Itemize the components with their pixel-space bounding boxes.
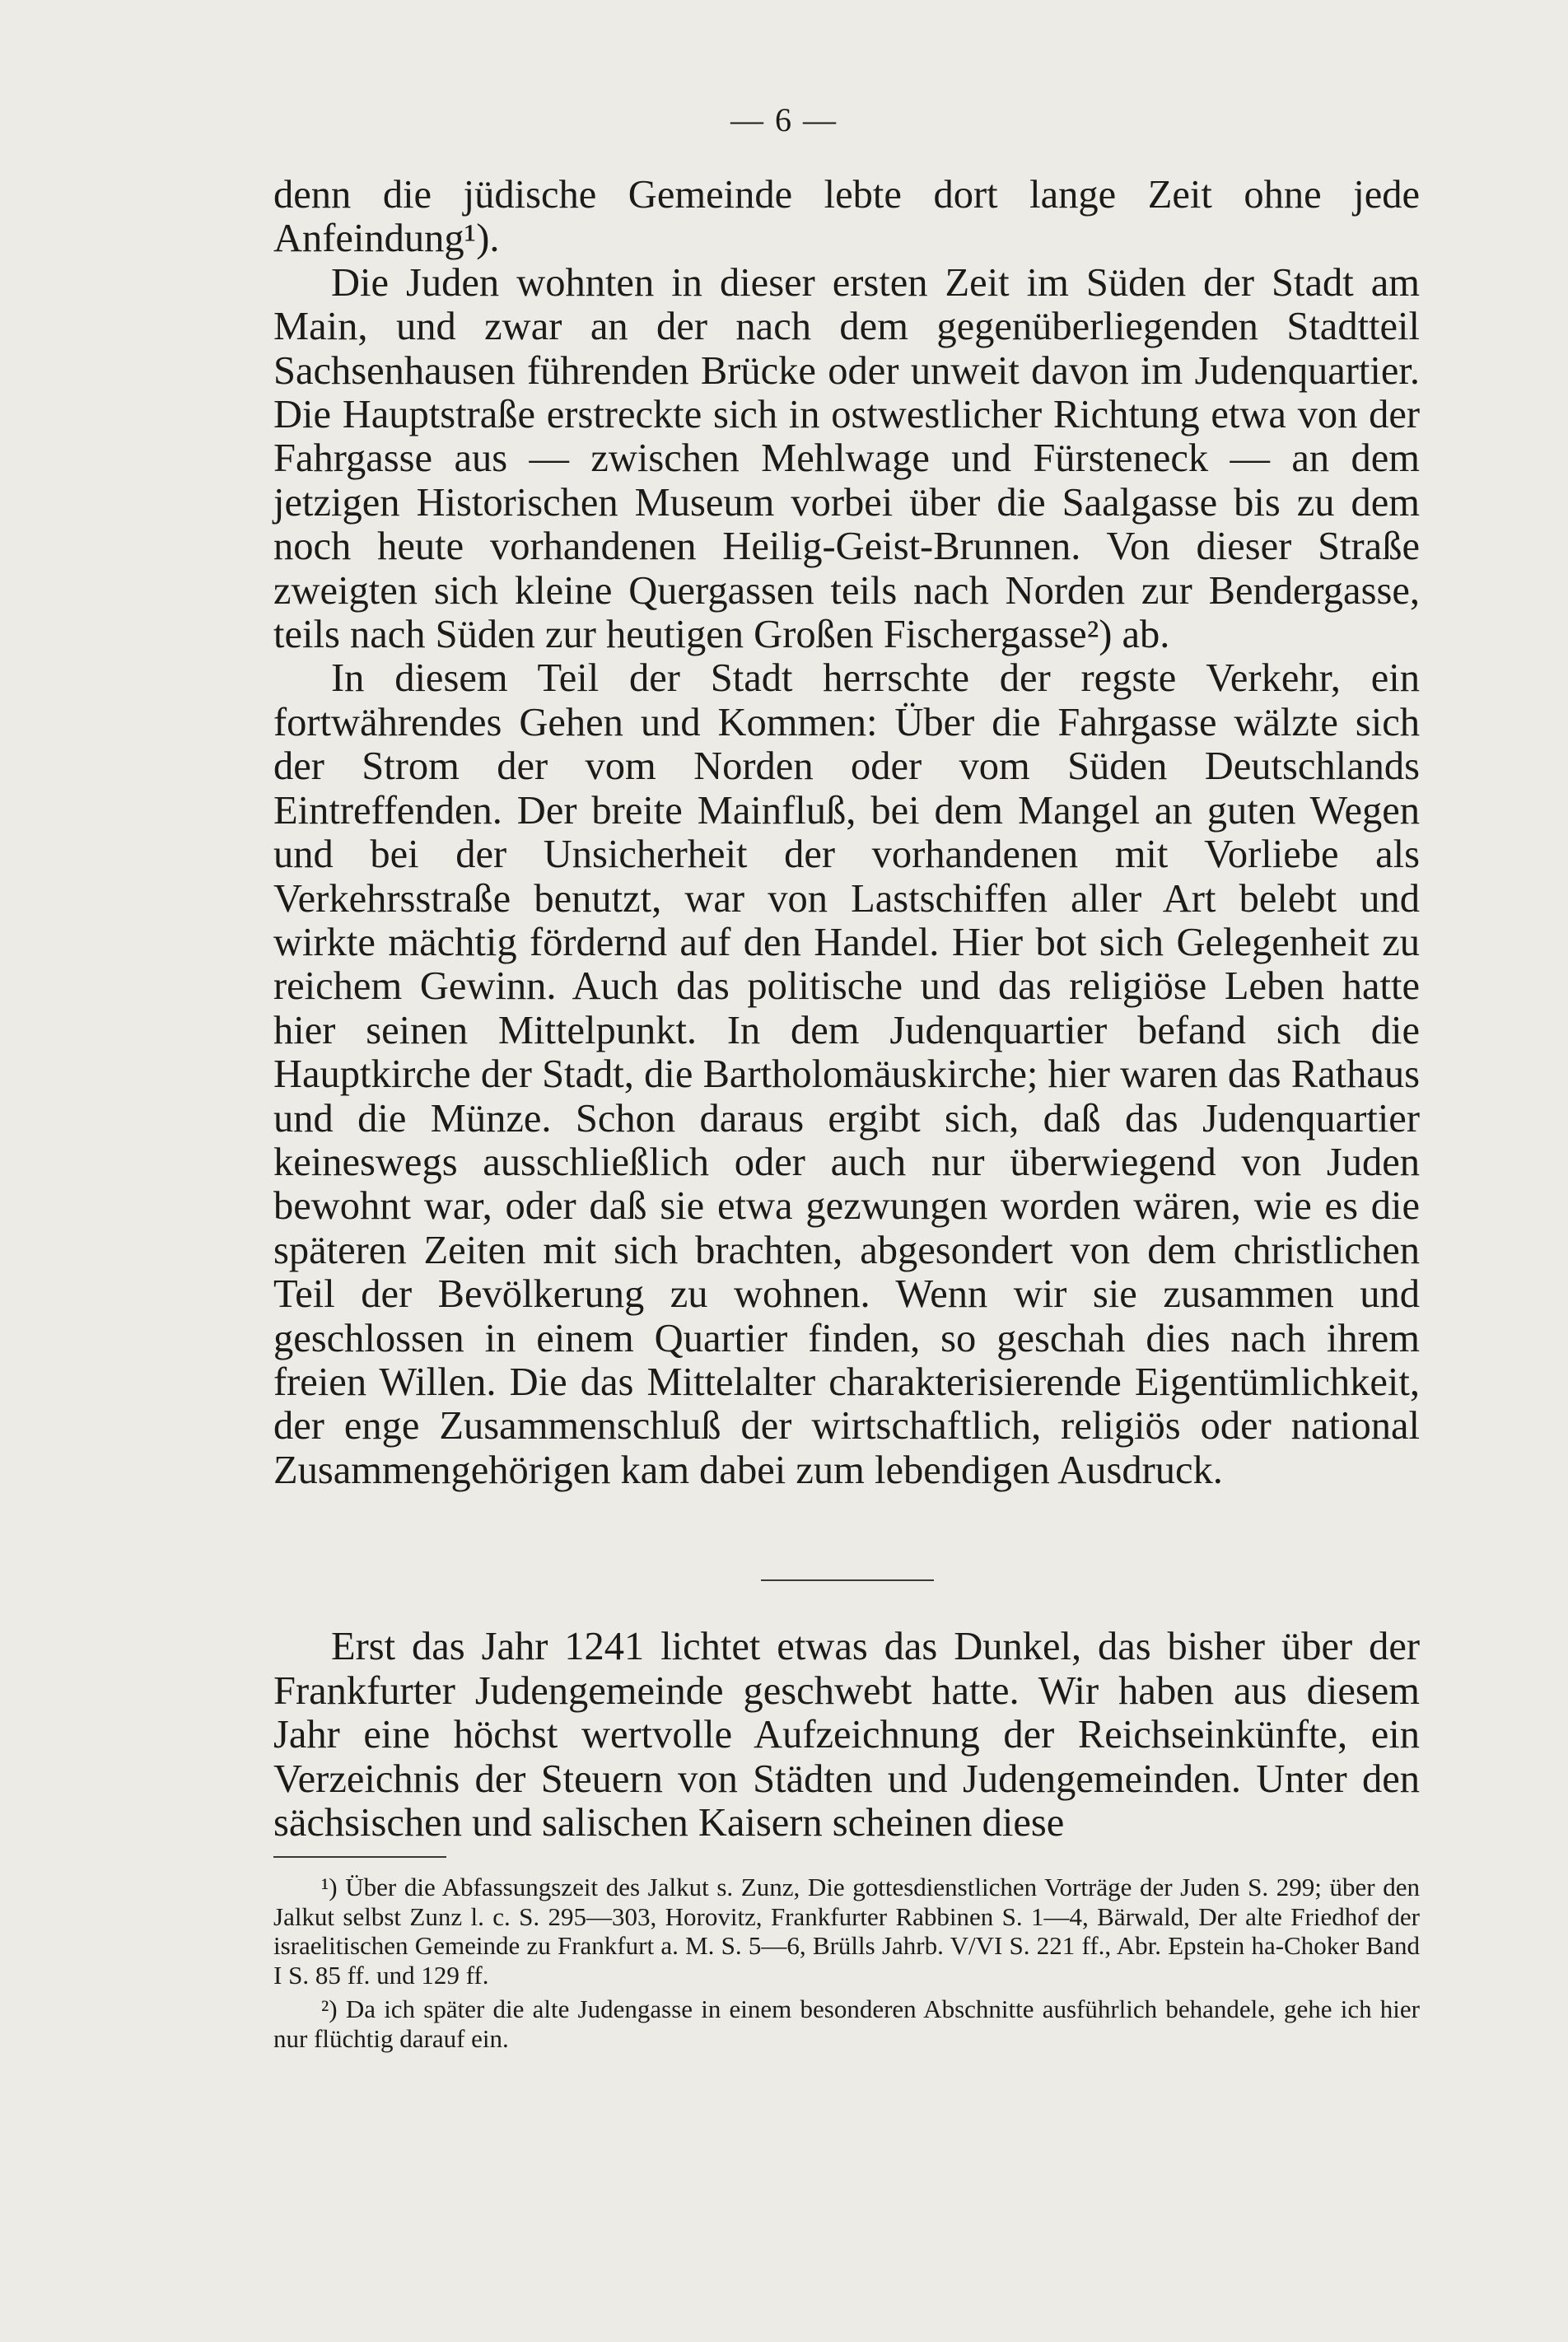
footnote-1: ¹) Über die Abfassungszeit des Jalkut s. Zunz, Die gottesdienstlichen Vorträge der Juden S. 299; über den Jalkut selbst Zunz l. c. S. 295—303, Horovitz, Frankfurter Rabbinen S. 1—4, Bärwald, Der alte Friedhof der israelitischen Gemeinde zu Frankfurt a. M. S. 5—6, Brülls Jahrb. V/VI S. 221 ff., Abr. Epstein ha-Choker Band I S. 85 ff. und 129 ff. bbox=[273, 1873, 1420, 1990]
paragraph-4: Erst das Jahr 1241 lichtet etwas das Dunkel, das bisher über der Frankfurter Judengemeinde geschwebt hatte. Wir haben aus diesem Jahr eine höchst wertvolle Aufzeichnung der Reichseinkünfte, ein Verzeichnis der Steuern von Städten und Judengemeinden. Unter den sächsischen und salischen Kaisern scheinen diese bbox=[273, 1625, 1420, 1845]
footnote-2: ²) Da ich später die alte Judengasse in einem besonderen Abschnitte ausführlich behandele, gehe ich hier nur flüchtig darauf ein. bbox=[273, 1994, 1420, 2053]
paragraph-1: denn die jüdische Gemeinde lebte dort lange Zeit ohne jede Anfeindung¹). bbox=[273, 173, 1420, 261]
main-text bbox=[273, 173, 1420, 1492]
paragraph-2: Die Juden wohnten in dieser ersten Zeit im Süden der Stadt am Main, und zwar an der nach dem gegenüberliegenden Stadtteil Sachsenhausen führenden Brücke oder unweit davon im Judenquartier. Die Hauptstraße erstreckte sich in ostwestlicher Richtung etwa von der Fahrgasse aus — zwischen Mehlwage und Fürsteneck — an dem jetzigen Historischen Museum vorbei über die Saalgasse bis zu dem noch heute vorhandenen Heilig-Geist-Brunnen. Von dieser Straße zweigten sich kleine Quergassen teils nach Norden zur Bendergasse, teils nach Süden zur heutigen Großen Fischergasse²) ab. bbox=[273, 260, 1420, 657]
footnotes bbox=[273, 1873, 1420, 2058]
paragraph-3: In diesem Teil der Stadt herrschte der regste Verkehr, ein fortwährendes Gehen und Kommen: Über die Fahrgasse wälzte sich der Strom der vom Norden oder vom Süden Deutschlands Eintreffenden. Der breite Mainfluß, bei dem Mangel an guten Wegen und bei der Unsicherheit der vorhandenen mit Vorliebe als Verkehrsstraße benutzt, war von Lastschiffen aller Art belebt und wirkte mächtig fördernd auf den Handel. Hier bot sich Gelegenheit zu reichem Gewinn. Auch das politische und das religiöse Leben hatte hier seinen Mittelpunkt. In dem Judenquartier befand sich die Hauptkirche der Stadt, die Bartholomäuskirche; hier waren das Rathaus und die Münze. Schon daraus ergibt sich, daß das Judenquartier keineswegs ausschließlich oder auch nur überwiegend von Juden bewohnt war, oder daß sie etwa gezwungen worden wären, wie es die späteren Zeiten mit sich brachten, abgesondert von dem christlichen Teil der Bevölkerung zu wohnen. Wenn wir sie zusammen und geschlossen in einem Quartier finden, so geschah dies nach ihrem freien Willen. Die das Mittelalter charakterisierende Eigentümlichkeit, der enge Zusammenschluß der wirtschaftlich, religiös oder national Zusammengehörigen kam dabei zum lebendigen Ausdruck. bbox=[273, 656, 1420, 1492]
footnote-divider bbox=[273, 1856, 446, 1858]
section-2-text bbox=[273, 1625, 1420, 1845]
page-number: — 6 — bbox=[730, 101, 838, 138]
section-divider bbox=[761, 1579, 934, 1581]
